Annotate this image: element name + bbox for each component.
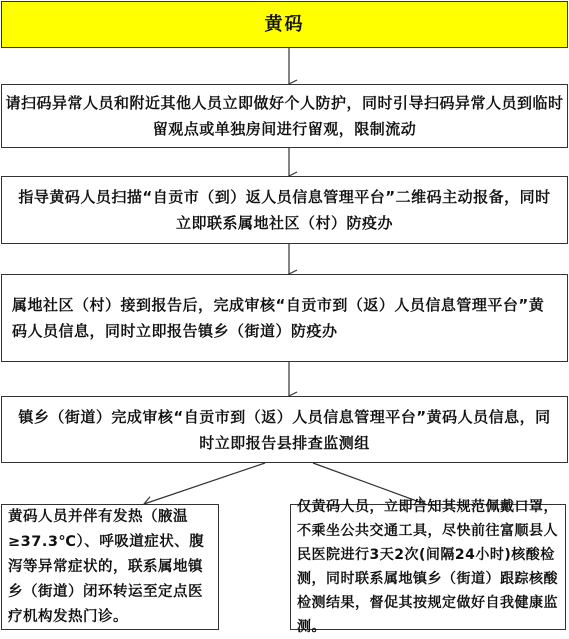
branch-left-text: 黄码人员并伴有发热（腋温≥37.3℃）、呼吸道症状、腹泻等异常症状的，联系属地镇乡（街道）闭环转运至定点医疗机构发热门诊。 xyxy=(8,508,205,625)
flow-step-3 xyxy=(1,274,568,362)
branch-left-fever xyxy=(1,504,219,630)
arrow-step4-to-left-branch xyxy=(144,463,265,504)
flow-title: 黄码 xyxy=(264,13,305,35)
flow-step-4-text: 镇乡（街道）完成审核“自贡市到（返）人员信息管理平台”黄码人员信息，同时立即报告县排查监测组 xyxy=(18,407,551,452)
flow-step-3-text: 属地社区（村）接到报告后，完成审核“自贡市到（返）人员信息管理平台”黄码人员信息，同时立即报告镇乡（街道）防疫办 xyxy=(12,296,545,340)
branch-right-yellow-only xyxy=(290,499,566,635)
branch-right-text: 仅黄码人员，立即告知其规范佩戴口罩，不乘坐公共交通工具，尽快前往富顺县人民医院进行3天2次(间隔24小时)核酸检测，同时联系属地镇乡（街道）跟踪核酸检测结果，督促其按规定做好自我健康监测。 xyxy=(297,499,558,635)
flow-step-1 xyxy=(1,84,568,148)
flow-step-2-text: 指导黄码人员扫描“自贡市（到）返人员信息管理平台”二维码主动报备，同时立即联系属地社区（村）防疫办 xyxy=(18,188,551,232)
flow-title-box xyxy=(1,1,568,48)
flow-step-2 xyxy=(1,176,568,244)
flow-step-4 xyxy=(1,396,568,463)
flow-step-1-text: 请扫码异常人员和附近其他人员立即做好个人防护，同时引导扫码异常人员到临时留观点或单独房间进行留观，限制流动 xyxy=(5,94,564,138)
